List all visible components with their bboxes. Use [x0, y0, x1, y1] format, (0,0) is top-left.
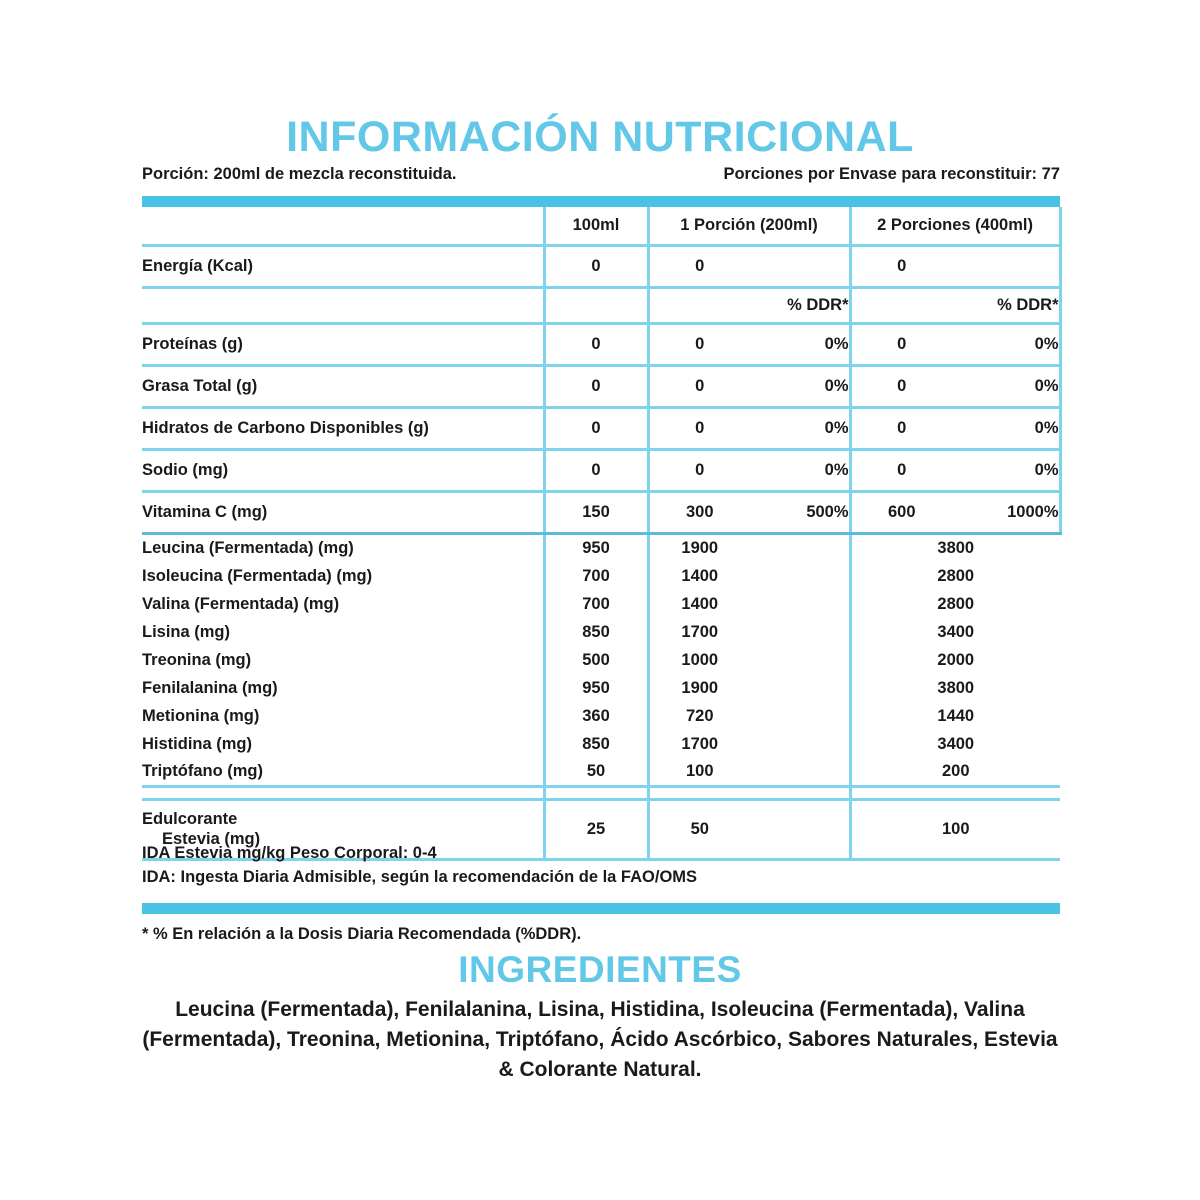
- cell-portion-1: 0: [648, 407, 750, 449]
- cell-ddr-1: [750, 759, 850, 787]
- cell-100ml: 360: [544, 703, 648, 731]
- cell-100ml: 0: [544, 449, 648, 491]
- cell-100ml: 700: [544, 591, 648, 619]
- nutrition-table-wrapper: [142, 196, 1060, 861]
- table-row: [142, 675, 1060, 703]
- header-name: [142, 207, 544, 245]
- row-label: Energía (Kcal): [142, 245, 544, 287]
- row-label: Valina (Fermentada) (mg): [142, 595, 340, 613]
- cell-portion-1: 50: [648, 801, 750, 859]
- cell-ddr-1: [750, 563, 850, 591]
- ida-line-1: IDA Estevia mg/kg Peso Corporal: 0-4: [142, 844, 437, 862]
- ddr-header-p1-blank: [648, 287, 750, 323]
- table-row: [142, 759, 1060, 787]
- cell-portion-2: 0: [850, 407, 952, 449]
- cell-portion-1: 1700: [648, 731, 750, 759]
- cell-ddr-2: 0%: [952, 365, 1060, 407]
- sweetener-label-line2: Estevia (mg): [162, 830, 261, 849]
- cell-100ml: 0: [544, 365, 648, 407]
- cell-portion-2: 200: [850, 759, 1060, 787]
- table-bottom-bar: [142, 903, 1060, 914]
- row-label: Isoleucina (Fermentada) (mg): [142, 567, 373, 585]
- cell-ddr-1: [750, 245, 850, 287]
- amino-acid-table: [142, 535, 1060, 802]
- servings-per-container: Porciones por Envase para reconstituir: 77: [723, 165, 1060, 183]
- table-row: [142, 535, 1060, 563]
- sweetener-label-line1: Edulcorante: [142, 809, 238, 828]
- cell-portion-1: 1000: [648, 647, 750, 675]
- row-label: Histidina (mg): [142, 735, 252, 753]
- cell-ddr-1: 0%: [750, 449, 850, 491]
- cell-portion-2: 100: [850, 801, 1060, 859]
- nutrition-table: [142, 207, 1062, 535]
- cell-100ml: 850: [544, 731, 648, 759]
- cell-100ml: 950: [544, 535, 648, 563]
- row-label: Hidratos de Carbono Disponibles (g): [142, 407, 544, 449]
- table-row: [142, 591, 1060, 619]
- ddr-header-p2-blank: [850, 287, 952, 323]
- cell-ddr-1: [750, 703, 850, 731]
- cell-portion-1: 1700: [648, 619, 750, 647]
- cell-100ml: 700: [544, 563, 648, 591]
- cell-portion-2: 2800: [850, 591, 1060, 619]
- cell-portion-1: 0: [648, 449, 750, 491]
- cell-ddr-1: 0%: [750, 323, 850, 365]
- ddr-header-blank: [142, 287, 544, 323]
- row-label: Triptófano (mg): [142, 759, 544, 787]
- cell-ddr-1: [750, 619, 850, 647]
- cell-portion-1: 720: [648, 703, 750, 731]
- cell-ddr-1: [750, 647, 850, 675]
- serving-portion: Porción: 200ml de mezcla reconstituida.: [142, 165, 457, 183]
- cell-100ml: 0: [544, 323, 648, 365]
- cell-portion-1: 300: [648, 491, 750, 533]
- page-title: INFORMACIÓN NUTRICIONAL: [286, 113, 914, 161]
- spacer-cell: [850, 787, 1060, 800]
- ddr-header-100ml-blank: [544, 287, 648, 323]
- cell-portion-2: 2000: [850, 647, 1060, 675]
- cell-portion-1: 100: [648, 759, 750, 787]
- table-header-row: [142, 207, 1060, 245]
- cell-portion-2: 600: [850, 491, 952, 533]
- row-label: Proteínas (g): [142, 323, 544, 365]
- ida-notes: [142, 842, 1060, 890]
- cell-ddr-2: [952, 245, 1060, 287]
- ingredients-title: INGREDIENTES: [458, 949, 742, 990]
- cell-portion-1: 1400: [648, 591, 750, 619]
- cell-ddr-1: 500%: [750, 491, 850, 533]
- cell-portion-2: 0: [850, 245, 952, 287]
- cell-portion-1: 0: [648, 245, 750, 287]
- row-label: Leucina (Fermentada) (mg): [142, 539, 354, 557]
- cell-portion-2: 3800: [850, 675, 1060, 703]
- amino-block-spacer: [142, 787, 1060, 800]
- cell-ddr-1: [750, 591, 850, 619]
- table-row: [142, 365, 1060, 407]
- table-row-energy: [142, 245, 1060, 287]
- serving-info: [142, 165, 1060, 184]
- row-label: Grasa Total (g): [142, 365, 544, 407]
- cell-ddr-2: 0%: [952, 449, 1060, 491]
- ddr-footnote: * % En relación a la Dosis Diaria Recomendada (%DDR).: [142, 925, 582, 943]
- row-label: Fenilalanina (mg): [142, 679, 278, 697]
- cell-ddr-1: 0%: [750, 365, 850, 407]
- table-row: [142, 731, 1060, 759]
- row-label: Sodio (mg): [142, 449, 544, 491]
- table-row: [142, 647, 1060, 675]
- table-row: [142, 563, 1060, 591]
- cell-portion-2: 3400: [850, 731, 1060, 759]
- spacer-cell: [648, 787, 750, 800]
- ddr-header-2: % DDR*: [952, 287, 1060, 323]
- cell-100ml: 500: [544, 647, 648, 675]
- header-portion-1: 1 Porción (200ml): [648, 207, 850, 245]
- table-row: [142, 619, 1060, 647]
- cell-100ml: 0: [544, 245, 648, 287]
- cell-100ml: 150: [544, 491, 648, 533]
- table-row: [142, 407, 1060, 449]
- ida-line-2: IDA: Ingesta Diaria Admisible, según la recomendación de la FAO/OMS: [142, 867, 698, 886]
- table-row: [142, 491, 1060, 533]
- cell-portion-2: 3400: [850, 619, 1060, 647]
- cell-portion-1: 0: [648, 323, 750, 365]
- header-100ml: 100ml: [544, 207, 648, 245]
- cell-100ml: 850: [544, 619, 648, 647]
- ddr-header-1: % DDR*: [750, 287, 850, 323]
- cell-portion-2: 0: [850, 365, 952, 407]
- header-portion-2: 2 Porciones (400ml): [850, 207, 1060, 245]
- cell-ddr-2: 0%: [952, 323, 1060, 365]
- row-label: Vitamina C (mg): [142, 491, 544, 533]
- table-row: [142, 703, 1060, 731]
- row-label: Treonina (mg): [142, 651, 252, 669]
- cell-portion-1: 1400: [648, 563, 750, 591]
- cell-portion-2: 2800: [850, 563, 1060, 591]
- table-row: [142, 449, 1060, 491]
- cell-100ml: 50: [544, 759, 648, 787]
- cell-portion-1: 0: [648, 365, 750, 407]
- cell-ddr-2: 1000%: [952, 491, 1060, 533]
- table-top-bar: [142, 196, 1060, 207]
- cell-ddr-1: [750, 675, 850, 703]
- cell-ddr-1: [750, 731, 850, 759]
- cell-portion-2: 3800: [850, 535, 1060, 563]
- table-row: [142, 323, 1060, 365]
- spacer-cell: [544, 787, 648, 800]
- row-label: Metionina (mg): [142, 707, 260, 725]
- spacer-cell: [142, 787, 544, 800]
- cell-portion-2: 0: [850, 449, 952, 491]
- cell-portion-1: 1900: [648, 535, 750, 563]
- cell-portion-1: 1900: [648, 675, 750, 703]
- cell-100ml: 25: [544, 801, 648, 859]
- cell-portion-2: 0: [850, 323, 952, 365]
- spacer-cell: [750, 787, 850, 800]
- cell-ddr-1: [750, 535, 850, 563]
- cell-ddr-2: 0%: [952, 407, 1060, 449]
- row-label: Lisina (mg): [142, 623, 231, 641]
- cell-100ml: 950: [544, 675, 648, 703]
- ingredients-list: Leucina (Fermentada), Fenilalanina, Lisina, Histidina, Isoleucina (Fermentada), Valina (Fermentada), Treonina, Metionina, Triptófano, Ácido Ascórbico, Sabores Naturales, Estevia & Colorante Natural.: [142, 998, 1058, 1081]
- cell-100ml: 0: [544, 407, 648, 449]
- cell-portion-2: 1440: [850, 703, 1060, 731]
- cell-ddr-1: 0%: [750, 407, 850, 449]
- table-row-ddr-header: [142, 287, 1060, 323]
